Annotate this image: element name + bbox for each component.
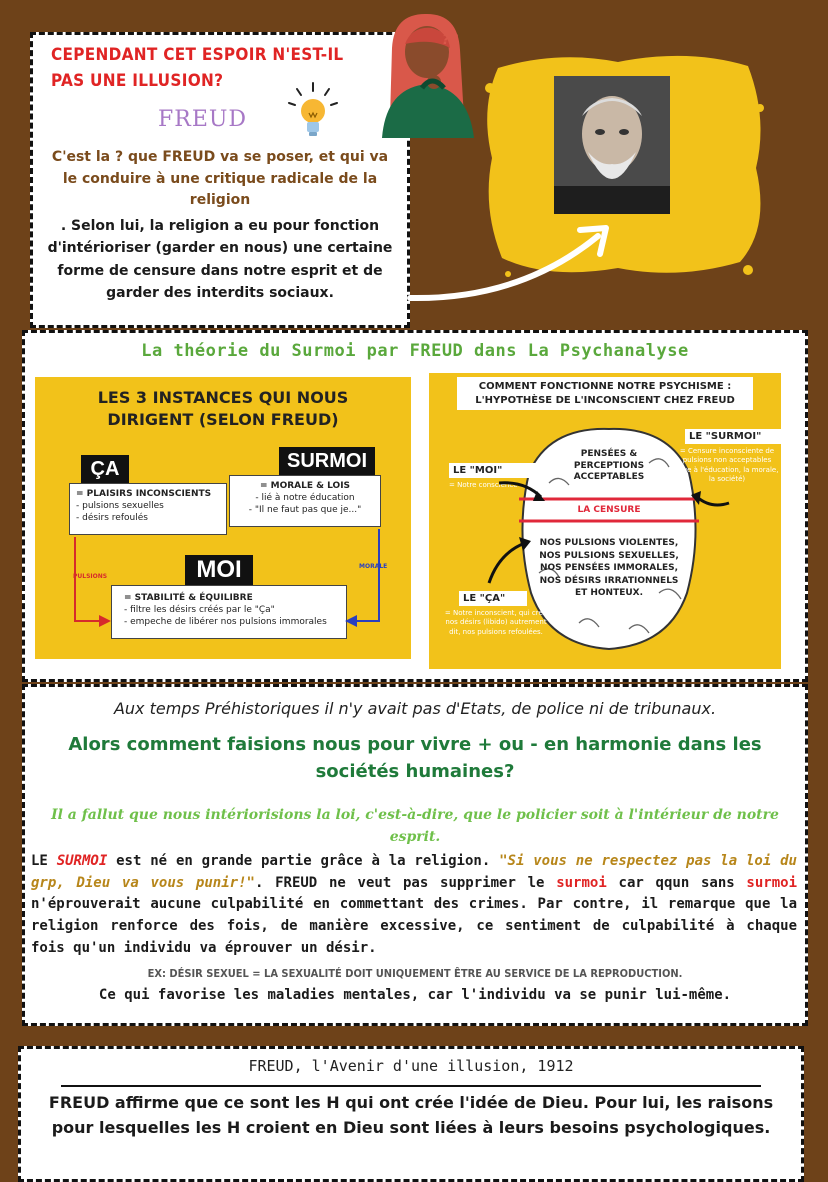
instance-arrows <box>35 377 411 659</box>
surmoi-tag: LE "SURMOI" <box>685 429 783 444</box>
ca-line: - pulsions sexuelles <box>76 501 164 512</box>
freud-label: FREUD <box>158 107 248 132</box>
surmoi-line: - "Il ne faut pas que je..." <box>248 505 362 516</box>
theory-title: La théorie du Surmoi par FREUD dans La Psychanalyse <box>141 341 689 361</box>
moi-line: = STABILITÉ & ÉQUILIBRE <box>124 593 253 603</box>
psychisme-panel <box>429 373 781 669</box>
paragraph-text: . FREUD ne veut pas supprimer le <box>254 874 557 891</box>
surmoi-line: = MORALE & LOIS <box>259 481 351 491</box>
moi-desc: = Notre conscience <box>449 481 518 489</box>
example-line: EX: DÉSIR SEXUEL = LA SEXUALITÉ DOIT UNIQUEMENT ÊTRE AU SERVICE DE LA REPRODUCTION. <box>147 967 683 980</box>
three-instances-panel <box>35 377 411 659</box>
intro-question: C'est la ? que FREUD va se poser, et qui va le conduire à une critique radicale de la religion <box>51 149 389 209</box>
ca-desc: = Notre inconscient, qui crée nos désirs (libido) autrement dit, nos pulsions refoulées. <box>444 609 548 636</box>
censure-label: LA CENSURE <box>577 505 641 515</box>
citation-card <box>18 1046 804 1182</box>
bottom-zone-text: NOS PULSIONS VIOLENTES, NOS PULSIONS SEXUELLES, NOS PENSÉES IMMORALES, NOS DÉSIRS IRRATIONNELS ET HONTEUX. <box>539 538 679 599</box>
pulsions-arrow-label: PULSIONS <box>73 573 108 580</box>
moi-line: - empeche de libérer nos pulsions immorales <box>124 617 327 628</box>
psychisme-heading-line: COMMENT FONCTIONNE NOTRE PSYCHISME : <box>478 381 732 392</box>
surmoi-highlight: SURMOI <box>56 853 108 869</box>
surmoi-desc: = Censure inconsciente de pulsions non acceptables (due à l'éducation, la morale, la société) <box>675 447 779 484</box>
freud-portrait-photo <box>554 76 670 214</box>
ca-tag: LE "ÇA" <box>459 591 527 606</box>
conclusion-line: Ce qui favorise les maladies mentales, car l'individu va se punir lui-même. <box>98 987 732 1003</box>
theory-section <box>22 330 808 682</box>
intro-card <box>30 32 410 328</box>
paragraph-text: LE <box>31 853 57 869</box>
citation-divider <box>61 1085 761 1087</box>
paragraph-text: n'éprouverait aucune culpabilité en commettant des crimes. Par contre, il remarque que la religion renforce des fois, de manière excessive, ce sentiment de culpabilité à chaque fois qu'un individu va éprouver un désir. <box>31 896 797 956</box>
moi-tag: LE "MOI" <box>449 463 537 478</box>
green-paragraph: Il a fallut que nous intériorisions la loi, c'est-à-dire, que le policier soit à l'intérieur de notre esprit. <box>51 807 779 845</box>
harmony-question: Alors comment faisions nous pour vivre + ou - en harmonie dans les sociétés humaines? <box>68 734 762 782</box>
religion-quote: "Si vous ne respectez pas la loi du grp, Dieu va vous punir!" <box>31 853 797 891</box>
citation-line: FREUD, l'Avenir d'une illusion, 1912 <box>248 1057 574 1075</box>
citation-text: FREUD affirme que ce sont les H qui ont crée l'idée de Dieu. Pour lui, les raisons pour lesquelles les H croient en Dieu sont liées à leurs besoins psychologiques. <box>48 1093 774 1137</box>
surmoi-label: SURMOI <box>279 447 375 475</box>
question-marks: ?? <box>442 32 459 48</box>
curved-arrow-icon <box>400 210 620 310</box>
intro-title: CEPENDANT CET ESPOIR N'EST-IL PAS UNE ILLUSION? <box>51 45 344 91</box>
intro-body: . Selon lui, la religion a eu pour fonction d'intérioriser (garder en nous) une certaine forme de censure dans notre esprit et de garder des interdits sociaux. <box>47 218 393 302</box>
ca-line: - désirs refoulés <box>76 513 148 524</box>
intro-line: Aux temps Préhistoriques il n'y avait pas d'Etats, de police ni de tribunaux. <box>113 699 717 718</box>
ca-label: ÇA <box>81 455 129 483</box>
morale-arrow-label: MORALE <box>359 563 388 570</box>
lightbulb-icon <box>283 79 343 143</box>
instances-heading: LES 3 INSTANCES QUI NOUS DIRIGENT (SELON FREUD) <box>97 388 349 429</box>
diagram-arrows <box>429 373 781 669</box>
moi-line: - filtre les désirs créés par le "Ça" <box>124 605 275 616</box>
top-zone-text: PENSÉES & PERCEPTIONS ACCEPTABLES <box>573 449 645 483</box>
paragraph-text: est né en grande partie grâce à la religion. <box>107 853 500 869</box>
moi-label: MOI <box>185 555 253 585</box>
paragraph-text: car qqun sans <box>606 874 747 891</box>
surmoi-highlight: surmoi <box>746 874 797 891</box>
surmoi-highlight: surmoi <box>556 874 607 891</box>
explanation-card <box>22 684 808 1026</box>
psychisme-heading-line: L'HYPOTHÈSE DE L'INCONSCIENT CHEZ FREUD <box>475 394 735 406</box>
surmoi-line: - lié à notre éducation <box>255 493 355 504</box>
thinking-woman-illustration <box>372 8 482 138</box>
surmoi-paragraph <box>31 851 797 959</box>
ca-line: = PLAISIRS INCONSCIENTS <box>76 489 212 499</box>
